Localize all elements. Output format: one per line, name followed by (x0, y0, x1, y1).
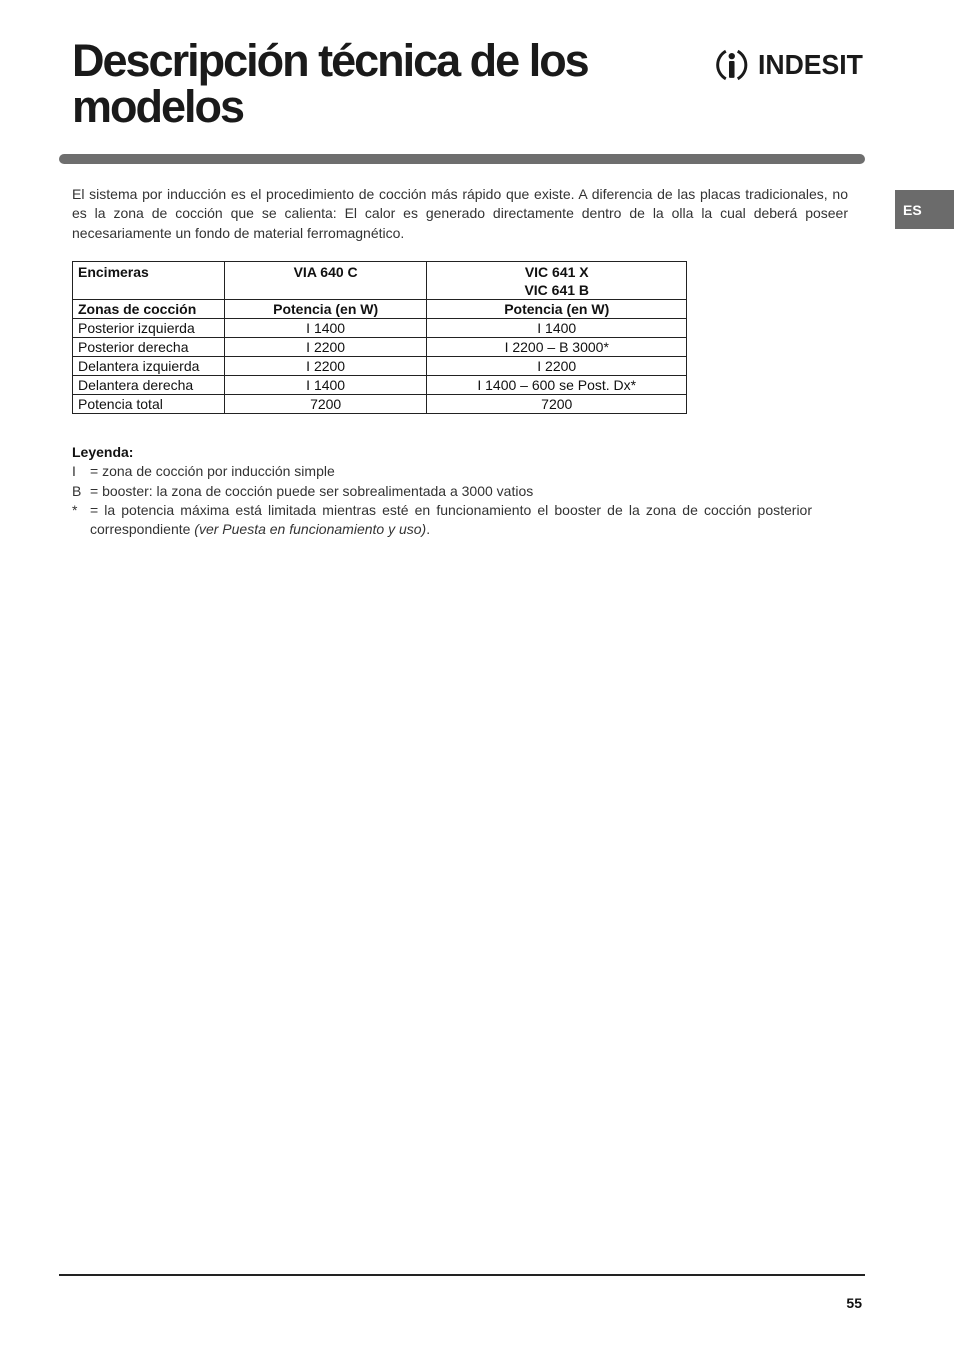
table-row (73, 357, 687, 376)
legend-text: = la potencia máxima está limitada mientras esté en funcionamiento el booster de la zona de cocción posterior correspondiente (90, 501, 812, 538)
subheader-zones: Zonas de cocción (73, 300, 225, 319)
legend-text: = zona de cocción por inducción simple (90, 463, 335, 480)
brand-logo (712, 43, 868, 87)
zone-cell: Posterior derecha (73, 338, 225, 357)
legend-key: I (72, 463, 76, 480)
legend-key: B (72, 482, 82, 499)
brand-name: INDESIT (757, 49, 863, 80)
via-cell: I 1400 (224, 319, 427, 338)
zone-cell: Posterior izquierda (73, 319, 225, 338)
intro-paragraph: El sistema por inducción es el procedimiento de cocción más rápido que existe. A diferencia de las placas tradicionales, no es la zona de cocción que se calienta: El calor es generado directamente dentro de la olla la cual deberá poseer necesariamente un fondo de material ferromagnético. (72, 186, 848, 241)
subheader-power-vic: Potencia (en W) (427, 300, 687, 319)
header-vic-b: VIC 641 B (524, 282, 590, 298)
table-row (73, 395, 687, 414)
table-row (73, 338, 687, 357)
legend-text-block (90, 501, 812, 540)
language-tab: ES (895, 190, 954, 229)
legend-item (72, 501, 812, 540)
page-title: Descripción técnica de los modelos (72, 35, 588, 132)
via-cell: I 2200 (224, 357, 427, 376)
spec-table (72, 261, 687, 414)
via-cell: I 2200 (224, 338, 427, 357)
footer-rule (59, 1274, 865, 1276)
page-number: 55 (846, 1295, 862, 1311)
header-vic (427, 262, 687, 300)
legend (72, 443, 812, 539)
legend-period: . (426, 521, 431, 538)
header-via: VIA 640 C (224, 262, 427, 300)
vic-cell: I 1400 (427, 319, 687, 338)
table-row (73, 319, 687, 338)
subheader-power-via: Potencia (en W) (224, 300, 427, 319)
header-vic-x: VIC 641 X (524, 264, 589, 280)
legend-key: * (72, 501, 78, 518)
header-rule (59, 154, 865, 164)
header-encimeras: Encimeras (73, 262, 225, 300)
zone-cell: Potencia total (73, 395, 225, 414)
vic-cell: I 1400 – 600 se Post. Dx* (427, 376, 687, 395)
via-cell: I 1400 (224, 376, 427, 395)
legend-title: Leyenda: (72, 444, 134, 460)
legend-item (72, 482, 812, 501)
table-row (73, 376, 687, 395)
table-subheader-row (73, 300, 687, 319)
indesit-i-icon (712, 45, 752, 85)
vic-cell: I 2200 (427, 357, 687, 376)
vic-cell: I 2200 – B 3000* (427, 338, 687, 357)
legend-reference: (ver Puesta en funcionamiento y uso) (194, 521, 427, 538)
zone-cell: Delantera derecha (73, 376, 225, 395)
table-header-row (73, 262, 687, 300)
legend-text: = booster: la zona de cocción puede ser sobrealimentada a 3000 vatios (90, 482, 534, 499)
legend-item (72, 462, 812, 481)
vic-cell: 7200 (427, 395, 687, 414)
via-cell: 7200 (224, 395, 427, 414)
zone-cell: Delantera izquierda (73, 357, 225, 376)
